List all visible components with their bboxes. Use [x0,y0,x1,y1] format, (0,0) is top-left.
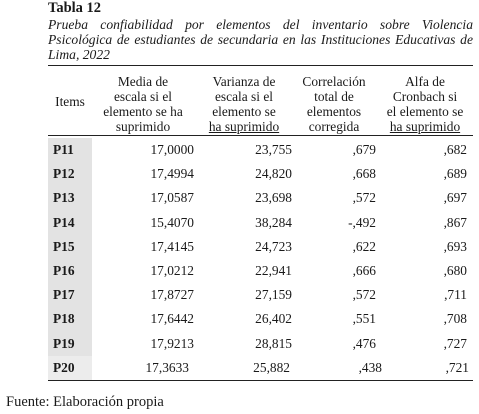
varianza-cell: 26,402 [255,311,292,327]
header-varianza-line: ha suprimido [208,119,280,134]
media-cell: 17,4994 [150,166,194,182]
alfa-cell: ,708 [443,311,467,327]
varianza-cell: 23,755 [255,142,292,158]
correlacion-cell: ,572 [352,190,376,206]
item-cell: P16 [48,259,92,283]
alfa-cell: ,711 [444,287,467,303]
correlacion-cell: -,492 [348,214,376,230]
item-cell: P18 [48,307,92,331]
varianza-cell: 24,820 [255,166,292,182]
header-alfa-line: Cronbach si [392,89,458,104]
header-items [48,68,92,134]
correlacion-cell: ,668 [352,166,376,182]
item-cell: P19 [48,332,92,356]
header-alfa-line: ha suprimido [389,119,461,134]
media-cell: 17,9213 [150,335,194,351]
alfa-cell: ,689 [443,166,467,182]
media-cell: 15,4070 [150,214,194,230]
header-media [92,68,194,134]
table-row [48,138,473,162]
header-media-line: elemento se ha [103,104,183,119]
header-items-label: Items [55,93,85,109]
table-row [48,162,473,186]
table-row [48,186,473,210]
header-correlacion-line: Correlación [302,74,366,89]
header-varianza-line: elemento se [212,104,276,119]
table-row [48,235,473,259]
alfa-cell: ,680 [443,263,467,279]
correlacion-cell: ,476 [352,335,376,351]
item-cell: P17 [48,283,92,307]
media-cell: 17,4145 [150,238,194,254]
media-cell: 17,8727 [150,287,194,303]
varianza-cell: 24,723 [255,238,292,254]
alfa-cell: ,727 [443,335,467,351]
varianza-cell: 25,882 [253,359,290,375]
header-media-line: suprimido [115,119,171,134]
correlacion-cell: ,666 [352,263,376,279]
item-cell: P12 [48,162,92,186]
media-cell: 17,6442 [150,311,194,327]
item-cell: P15 [48,235,92,259]
table-number: Tabla 12 [48,0,102,16]
item-cell: P14 [48,211,92,235]
varianza-cell: 27,159 [255,287,292,303]
varianza-cell: 28,815 [255,335,292,351]
table-bottom-rule [48,380,473,381]
correlacion-cell: ,622 [352,238,376,254]
alfa-cell: ,682 [443,142,467,158]
correlacion-cell: ,572 [352,287,376,303]
header-varianza-line: escala si el [214,89,273,104]
correlacion-cell: ,679 [352,142,376,158]
header-media-line: Media de [117,74,169,89]
header-varianza-line: Varianza de [212,74,276,89]
table-row [48,211,473,235]
table-row [48,356,473,380]
header-correlacion-line: total de [314,89,354,104]
header-media-line: escala si el [113,89,172,104]
correlacion-cell: ,551 [352,311,376,327]
media-cell: 17,0212 [150,263,194,279]
table-row [48,332,473,356]
varianza-cell: 22,941 [255,263,292,279]
table-caption: Prueba confiabilidad por elementos del inventario sobre Violencia Psicológica de estudiantes de secundaria en las Instituciones Educativas de Lima, 2022 [48,17,473,62]
header-alfa-line: Alfa de [405,74,445,89]
header-correlacion-line: elementos [306,104,362,119]
source-note: Fuente: Elaboración propia [6,394,164,410]
item-cell: P11 [48,138,92,162]
header-alfa-line: el elemento se [386,104,464,119]
table-body [48,138,473,380]
item-cell: P13 [48,186,92,210]
table-row [48,307,473,331]
correlacion-cell: ,438 [358,359,382,375]
alfa-cell: ,693 [443,238,467,254]
media-cell: 17,0000 [150,142,194,158]
header-correlacion [292,68,376,134]
table-row [48,283,473,307]
header-correlacion-line: corregida [308,119,360,134]
media-cell: 17,0587 [150,190,194,206]
varianza-cell: 38,284 [255,214,292,230]
item-cell: P20 [48,356,92,380]
alfa-cell: ,697 [443,190,467,206]
media-cell: 17,3633 [145,359,189,375]
alfa-cell: ,867 [443,214,467,230]
alfa-cell: ,721 [445,359,469,375]
table-top-rule [48,65,473,66]
varianza-cell: 23,698 [255,190,292,206]
table-row [48,259,473,283]
header-varianza [196,68,292,134]
header-alfa [378,68,472,134]
header-bottom-rule [48,135,473,136]
